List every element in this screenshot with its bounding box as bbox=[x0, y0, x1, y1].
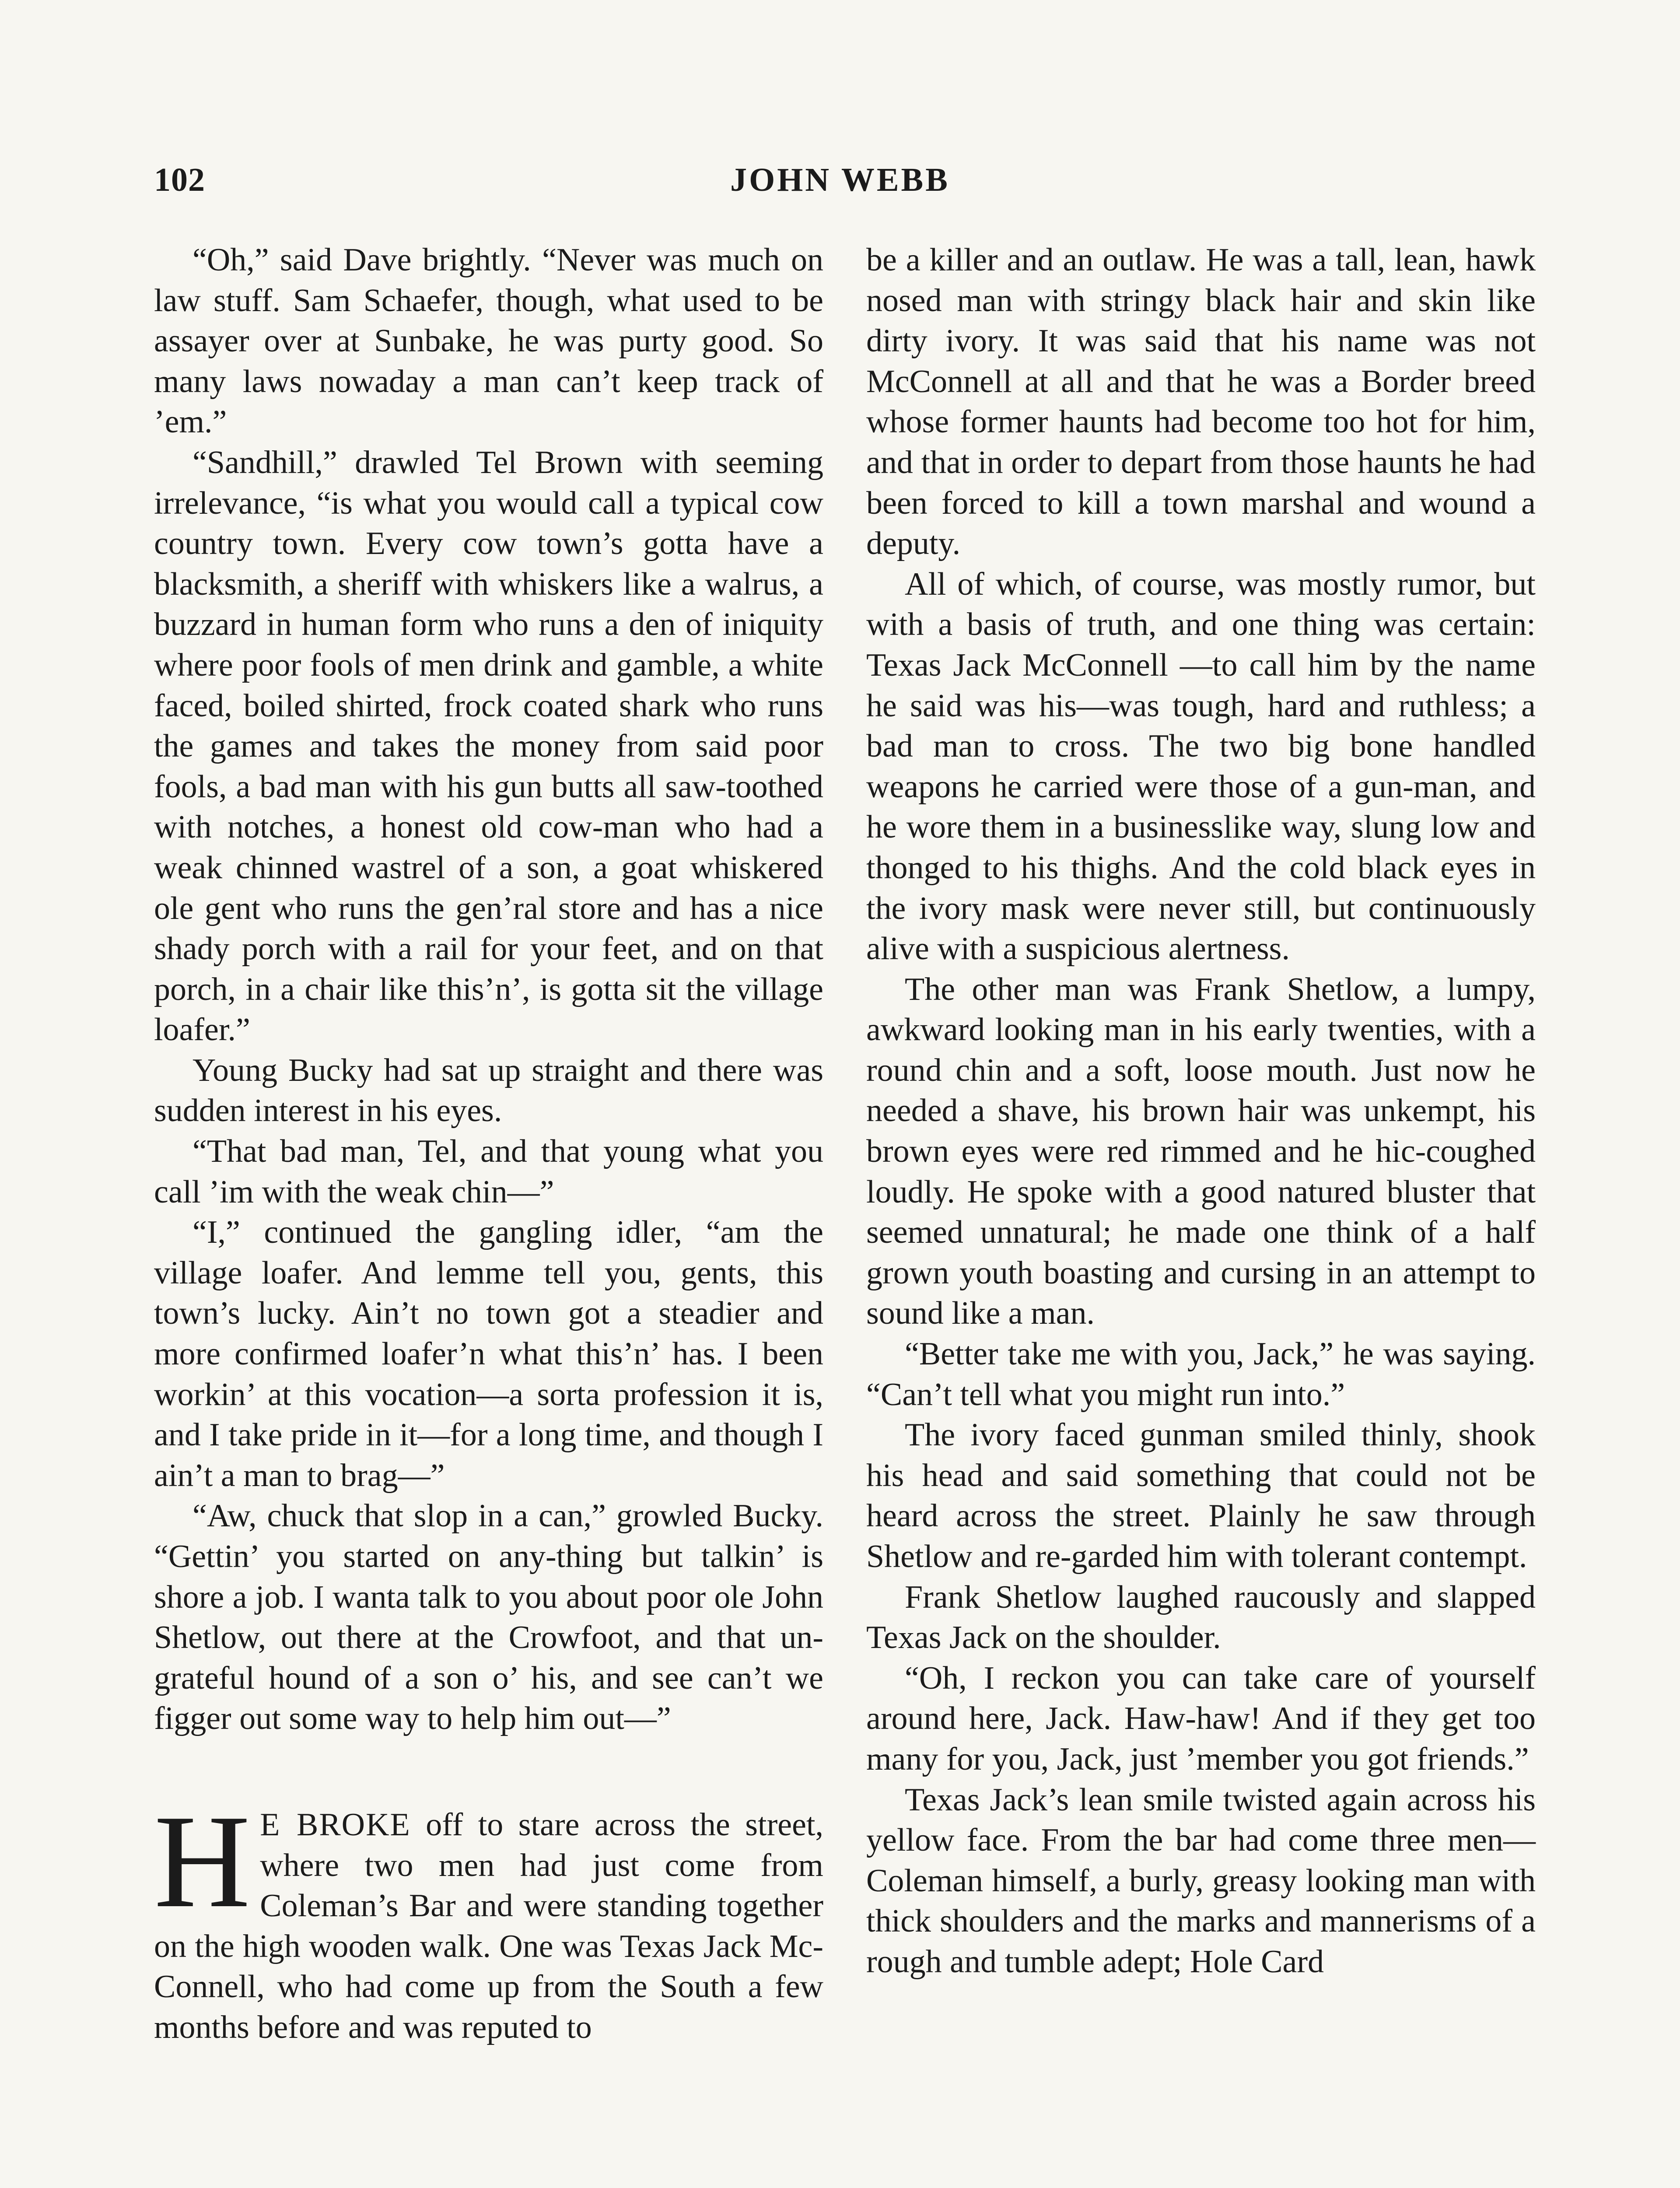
drop-cap: H bbox=[154, 1787, 251, 1935]
dropcap-paragraph bbox=[154, 1787, 824, 2048]
paragraph: Frank Shetlow laughed raucously and slapped Texas Jack on the shoulder. bbox=[866, 1579, 1536, 1656]
paragraph: All of which, of course, was mostly rumor, but with a basis of truth, and one thing was certain: Texas Jack McConnell —to call him by the name he said was his—was tough, hard and ruthless; a bad man to cross. The two big bone handled weapons he carried were those of a gun-man, and he wore them in a businesslike way, slung low and thonged to his thighs. And the cold black eyes in the ivory mask were never still, but continuously alive with a suspicious alertness. bbox=[866, 566, 1536, 967]
paragraph: “Sandhill,” drawled Tel Brown with seeming irrelevance, “is what you would call a typical cow country town. Every cow town’s gotta have a blacksmith, a sheriff with whiskers like a walrus, a buzzard in human form who runs a den of iniquity where poor fools of men drink and gamble, a white faced, boiled shirted, frock coated shark who runs the games and takes the money from said poor fools, a bad man with his gun butts all saw-toothed with notches, a honest old cow-man who had a weak chinned wastrel of a son, a goat whiskered ole gent who runs the gen’ral store and has a nice shady porch with a rail for your feet, and on that porch, in a chair like this’n’, is gotta sit the village loafer.” bbox=[154, 444, 823, 1048]
paragraph: The ivory faced gunman smiled thinly, shook his head and said something that could not be heard across the street. Plainly he saw through Shetlow and re-garded him with tolerant contempt. bbox=[866, 1417, 1536, 1574]
paragraph: “That bad man, Tel, and that young what you call ’im with the weak chin—” bbox=[154, 1133, 823, 1210]
left-column bbox=[154, 240, 823, 2048]
paragraph: “Oh, I reckon you can take care of yourself around here, Jack. Haw-haw! And if they get too many for you, Jack, just ’member you got friends.” bbox=[866, 1660, 1536, 1777]
running-head: JOHN WEBB bbox=[730, 161, 950, 198]
paragraph: Young Bucky had sat up straight and there was sudden interest in his eyes. bbox=[154, 1052, 823, 1129]
paragraph: “Oh,” said Dave brightly. “Never was much on law stuff. Sam Schaefer, though, what used to be assayer over at Sunbake, he was purty good. So many laws nowaday a man can’t keep track of ’em.” bbox=[154, 242, 823, 440]
paragraph: “I,” continued the gangling idler, “am the village loafer. And lemme tell you, gents, this town’s lucky. Ain’t no town got a steadier and more confirmed loafer’n what this’n’ has. I been workin’ at this vocation—a sorta profession it is, and I take pride in it—for a long time, and though I ain’t a man to brag—” bbox=[154, 1214, 823, 1494]
paragraph: be a killer and an outlaw. He was a tall, lean, hawk nosed man with stringy black hair and skin like dirty ivory. It was said that his name was not McConnell at all and that he was a Border breed whose former haunts had become too hot for him, and that in order to depart from those haunts he had been forced to kill a town marshal and wound a deputy. bbox=[866, 242, 1536, 562]
smallcaps-lead: E BROKE bbox=[260, 1806, 411, 1843]
paragraph: The other man was Frank Shetlow, a lumpy, awkward looking man in his early twenties, with a round chin and a soft, loose mouth. Just now he needed a shave, his brown hair was unkempt, his brown eyes were red rimmed and he hic-coughed loudly. He spoke with a good natured bluster that seemed unnatural; he made one think of a half grown youth boasting and cursing in an attempt to sound like a man. bbox=[866, 971, 1536, 1332]
paragraph: Texas Jack’s lean smile twisted again across his yellow face. From the bar had come three men—Coleman himself, a burly, greasy looking man with thick shoulders and the marks and mannerisms of a rough and tumble adept; Hole Card bbox=[866, 1781, 1536, 1980]
section-break bbox=[154, 1739, 823, 1805]
dropcap-paragraph-text: off to stare across the street, where two men had just come from Coleman’s Bar and were standing together on the high wooden walk. One was Texas Jack Mc-Connell, who had come up from the South a few months before and was reputed to bbox=[154, 1806, 824, 2045]
right-column bbox=[866, 240, 1536, 1982]
paragraph: “Better take me with you, Jack,” he was saying. “Can’t tell what you might run into.” bbox=[866, 1336, 1536, 1413]
paragraph: “Aw, chuck that slop in a can,” growled Bucky. “Gettin’ you started on any-thing but talkin’ is shore a job. I wanta talk to you about poor ole John Shetlow, out there at the Crowfoot, and that un-grateful hound of a son o’ his, and see can’t we figger out some way to help him out—” bbox=[154, 1498, 823, 1737]
page-number: 102 bbox=[154, 161, 205, 198]
